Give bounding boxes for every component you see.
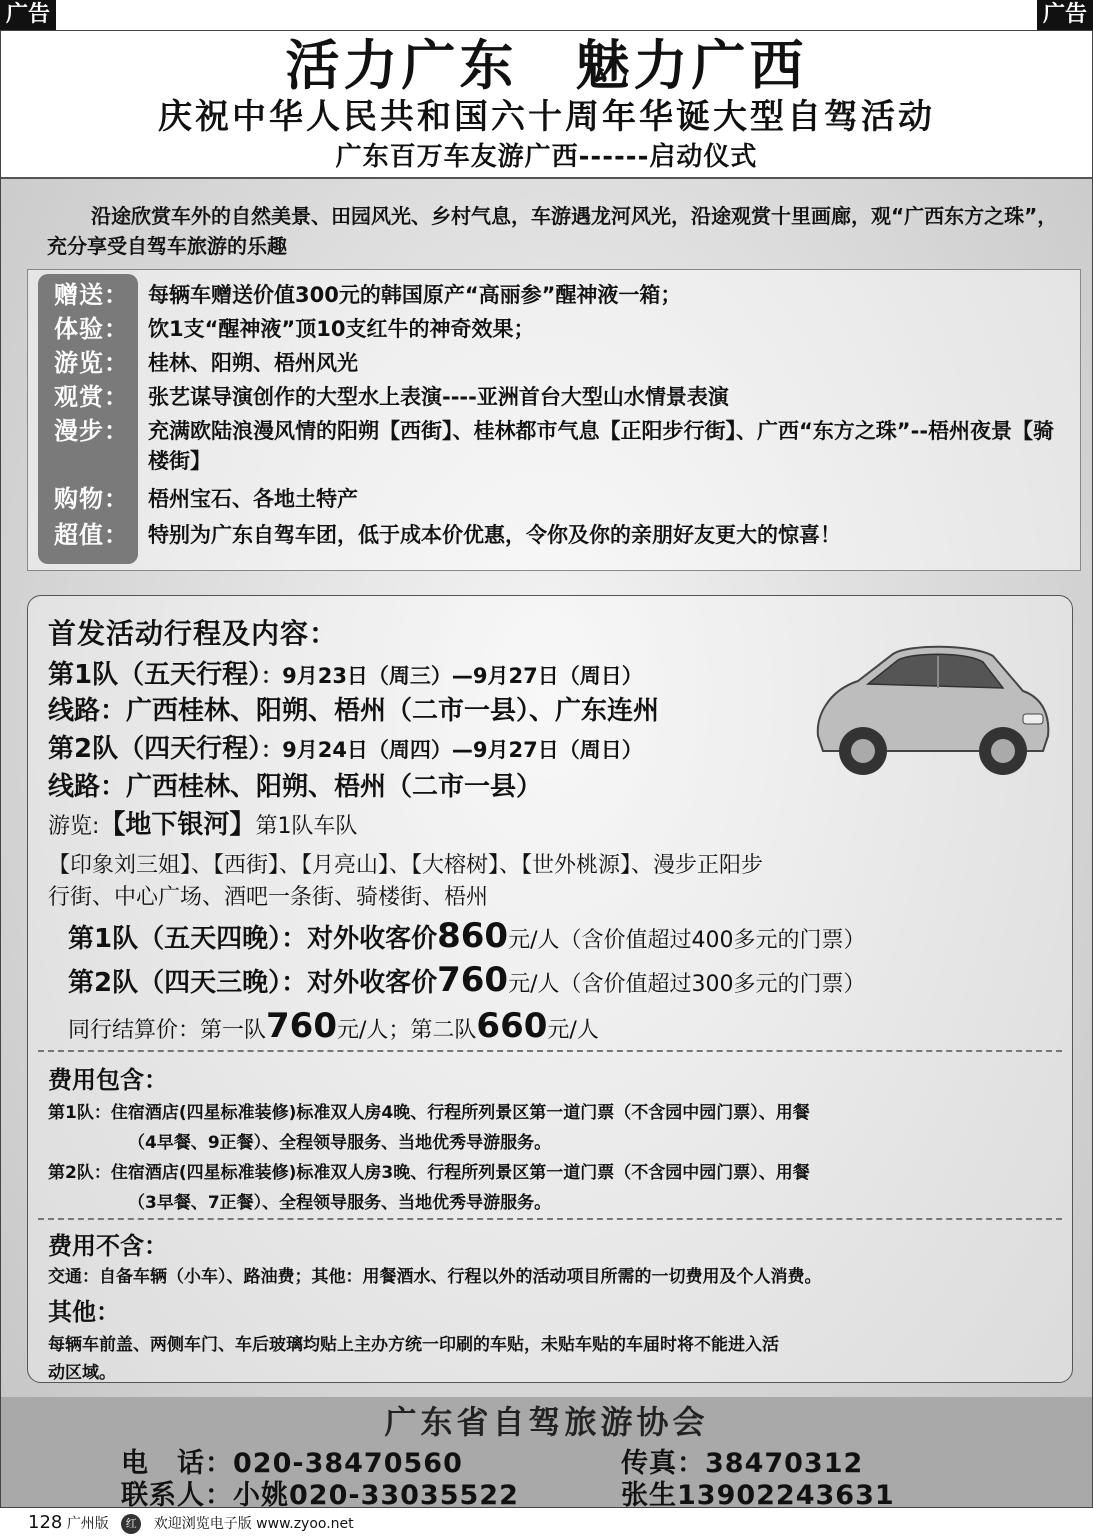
- page-title: 活力广东 魅力广西: [285, 34, 808, 97]
- cost-team1-line2: （4早餐、9正餐）、全程领导服务、当地优秀导游服务。: [128, 1133, 552, 1153]
- feature-label-gift: 赠送：: [54, 281, 129, 309]
- other-line-1: 每辆车前盖、两侧车门、车后玻璃均贴上主办方统一印刷的车贴，未贴车贴的车届时将不能进入活: [48, 1335, 779, 1355]
- red-badge-icon: 红: [121, 1514, 141, 1534]
- peer-price: [68, 1006, 599, 1046]
- feature-label-stroll: 漫步：: [54, 417, 129, 445]
- cost-excluded-text: 交通：自备车辆（小车）、路油费；其他：用餐酒水、行程以外的活动项目所需的一切费用及个人消费。: [48, 1267, 822, 1287]
- peer-value-2: 660: [476, 1006, 548, 1046]
- page-number: 128: [28, 1512, 63, 1533]
- tour-prefix: 游览:: [48, 814, 100, 839]
- tour-line: [48, 804, 357, 841]
- team2-schedule: [48, 728, 643, 765]
- fax-label: 传真：: [621, 1448, 705, 1479]
- team1-name: 第1队（五天行程）: [48, 660, 262, 690]
- contact-1: 小姚020-33035522: [233, 1480, 519, 1508]
- team1-date: ：9月23日（周三）—9月27日（周日）: [261, 664, 643, 688]
- itinerary-heading: 首发活动行程及内容：: [48, 617, 339, 650]
- feature-label-tour: 游览：: [54, 349, 129, 377]
- ad-tag-right: 广告: [1037, 0, 1093, 31]
- cost-team2-text: 住宿酒店(四星标准装修)标准双人房3晚、行程所列景区第一道门票（不含园中园门票）、用餐: [110, 1163, 810, 1183]
- car-image: [798, 636, 1058, 786]
- feature-label-experience: 体验：: [54, 315, 129, 343]
- edition-label: 广州版: [66, 1516, 109, 1532]
- feature-label-value: 超值：: [54, 521, 129, 549]
- tour-highlight: 【地下银河】: [99, 810, 256, 840]
- feature-text-tour: 桂林、阳朔、梧州风光: [148, 351, 358, 375]
- team2-route: 线路：广西桂林、阳朔、梧州（二市一县）: [48, 772, 543, 802]
- contact-label: 联系人：: [121, 1480, 233, 1508]
- feature-text-watch: 张艺谋导演创作的大型水上表演----亚洲首台大型山水情景表演: [148, 385, 729, 409]
- itinerary-box: [27, 595, 1073, 1383]
- peer-value-1: 760: [266, 1006, 337, 1046]
- ad-tag-left: 广告: [0, 0, 56, 31]
- divider-2: [38, 1218, 1062, 1220]
- fax-number: 38470312: [705, 1448, 864, 1479]
- price2-suffix: 元/人（含价值超过300多元的门票）: [508, 972, 866, 997]
- ad-frame: [0, 30, 1093, 1508]
- cost-team1-text: 住宿酒店(四星标准装修)标准双人房4晚、行程所列景区第一道门票（不含园中园门票）、用餐: [110, 1103, 810, 1123]
- cost-team2-label: 第2队：: [48, 1163, 111, 1183]
- cost-team1-line1: [48, 1098, 810, 1123]
- contact-line: [121, 1473, 519, 1508]
- cost-included-heading: 费用包含：: [48, 1066, 168, 1094]
- price1-label: 第1队（五天四晚）：对外收客价: [68, 924, 438, 954]
- contact-2: 张生13902243631: [621, 1480, 895, 1508]
- team1-schedule: [48, 654, 643, 691]
- team2-date: ：9月24日（周四）—9月27日（周日）: [261, 738, 643, 762]
- tour-suffix: 第1队车队: [255, 814, 358, 839]
- price2-label: 第2队（四天三晚）：对外收客价: [68, 968, 438, 998]
- price-team2: [68, 960, 865, 1000]
- peer-label: 同行结算价：第一队: [68, 1018, 267, 1043]
- peer-mid: 元/人；第二队: [337, 1018, 477, 1043]
- peer-unit: 元/人: [547, 1018, 599, 1043]
- page-subtitle-2: 广东百万车友游广西------启动仪式: [335, 142, 758, 172]
- cost-team2-line2: （3早餐、7正餐）、全程领导服务、当地优秀导游服务。: [128, 1193, 552, 1213]
- ebook-text: 欢迎浏览电子版: [153, 1516, 252, 1532]
- cost-team2-line1: [48, 1158, 810, 1183]
- cost-excluded-heading: 费用不含：: [48, 1232, 168, 1260]
- feature-text-stroll: 充满欧陆浪漫风情的阳朔【西街】、桂林都市气息【正阳步行街】、广西“东方之珠”--梧州夜景【骑楼街】: [148, 419, 1055, 473]
- feature-label-watch: 观赏：: [54, 383, 129, 411]
- feature-text-value: 特别为广东自驾车团，低于成本价优惠，令你及你的亲朋好友更大的惊喜！: [148, 523, 841, 547]
- price1-value: 860: [437, 916, 509, 956]
- feature-text-gift: 每辆车赠送价值300元的韩国原产“高丽参”醒神液一箱；: [148, 283, 682, 307]
- sights-line-2: 行街、中心广场、酒吧一条街、骑楼街、梧州: [48, 885, 489, 910]
- price1-suffix: 元/人（含价值超过400多元的门票）: [508, 928, 866, 953]
- page-footer-bar: [28, 1512, 354, 1534]
- feature-text-experience: 饮1支“醒神液”顶10支红牛的神奇效果；: [148, 317, 535, 341]
- phone-number: 020-38470560: [233, 1448, 463, 1479]
- price2-value: 760: [437, 960, 509, 1000]
- other-line-2: 动区域。: [48, 1363, 116, 1383]
- team2-name: 第2队（四天行程）: [48, 734, 262, 764]
- association-name: 广东省自驾旅游协会: [384, 1403, 709, 1441]
- intro-paragraph: 沿途欣赏车外的自然美景、田园风光、乡村气息，车游遇龙河风光，沿途观赏十里画廊，观“广西东方之珠”，充分享受自驾车旅游的乐趣: [47, 204, 1058, 258]
- header: [1, 31, 1092, 179]
- divider-1: [38, 1050, 1062, 1052]
- phone-label: 电 话：: [121, 1448, 233, 1479]
- sights-line-1: 【印象刘三姐】、【西街】、【月亮山】、【大榕树】、【世外桃源】、漫步正阳步: [48, 853, 764, 878]
- footer: [1, 1397, 1092, 1508]
- features-box: [27, 269, 1081, 571]
- price-team1: [68, 916, 865, 956]
- team1-route: 线路：广西桂林、阳朔、梧州（二市一县）、广东连州: [48, 696, 660, 726]
- cost-team1-label: 第1队：: [48, 1103, 111, 1123]
- website-url[interactable]: www.zyoo.net: [256, 1516, 354, 1532]
- page-subtitle: 庆祝中华人民共和国六十周年华诞大型自驾活动: [158, 97, 935, 137]
- feature-text-shopping: 梧州宝石、各地土特产: [148, 487, 358, 511]
- feature-label-shopping: 购物：: [54, 485, 129, 513]
- other-heading: 其他：: [48, 1298, 120, 1326]
